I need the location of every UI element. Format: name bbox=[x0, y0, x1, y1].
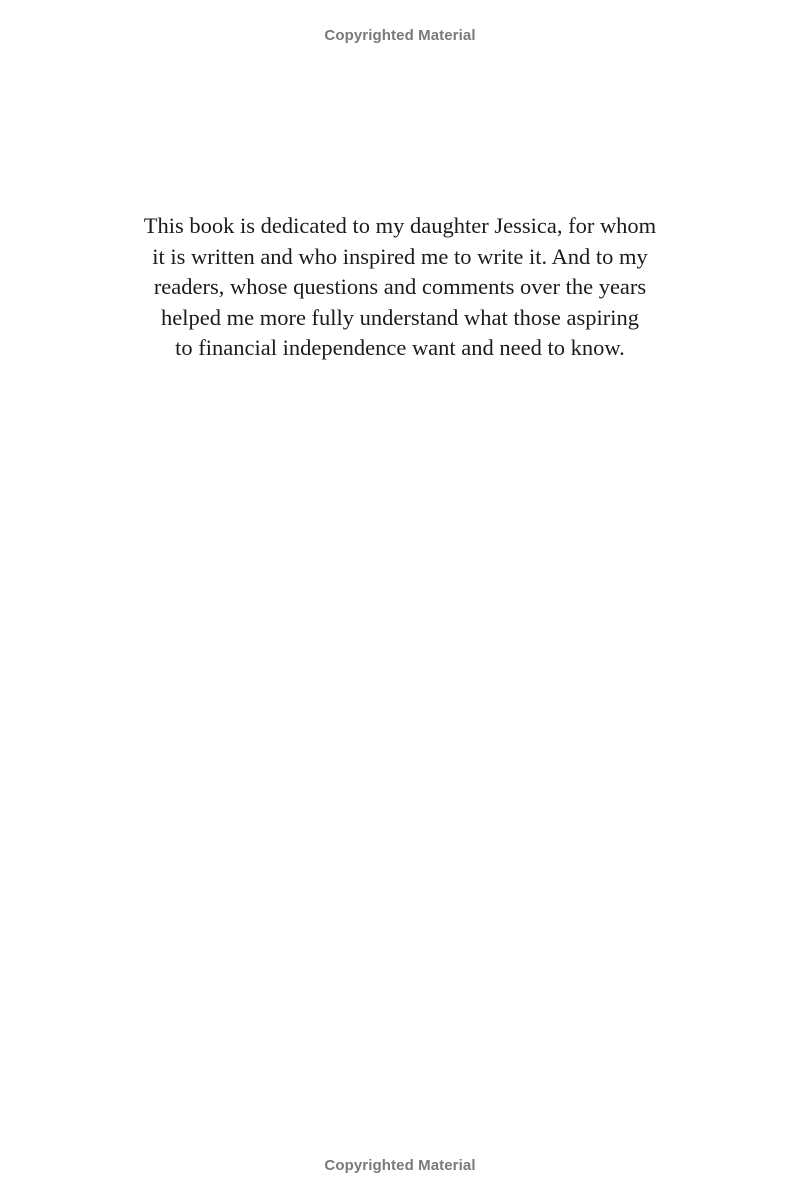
dedication-line-3: readers, whose questions and comments over the years bbox=[153, 274, 647, 299]
header-copyright-watermark: Copyrighted Material bbox=[324, 27, 476, 44]
footer-copyright-watermark: Copyrighted Material bbox=[324, 1157, 476, 1174]
dedication-line-5: to financial independence want and need to know. bbox=[175, 335, 625, 360]
dedication-text bbox=[0, 211, 800, 364]
dedication-line-1: This book is dedicated to my daughter Jessica, for whom bbox=[143, 213, 657, 238]
dedication-line-4: helped me more fully understand what those aspiring bbox=[160, 304, 639, 330]
dedication-line-2: it is written and who inspired me to write it. And to my bbox=[152, 243, 648, 269]
